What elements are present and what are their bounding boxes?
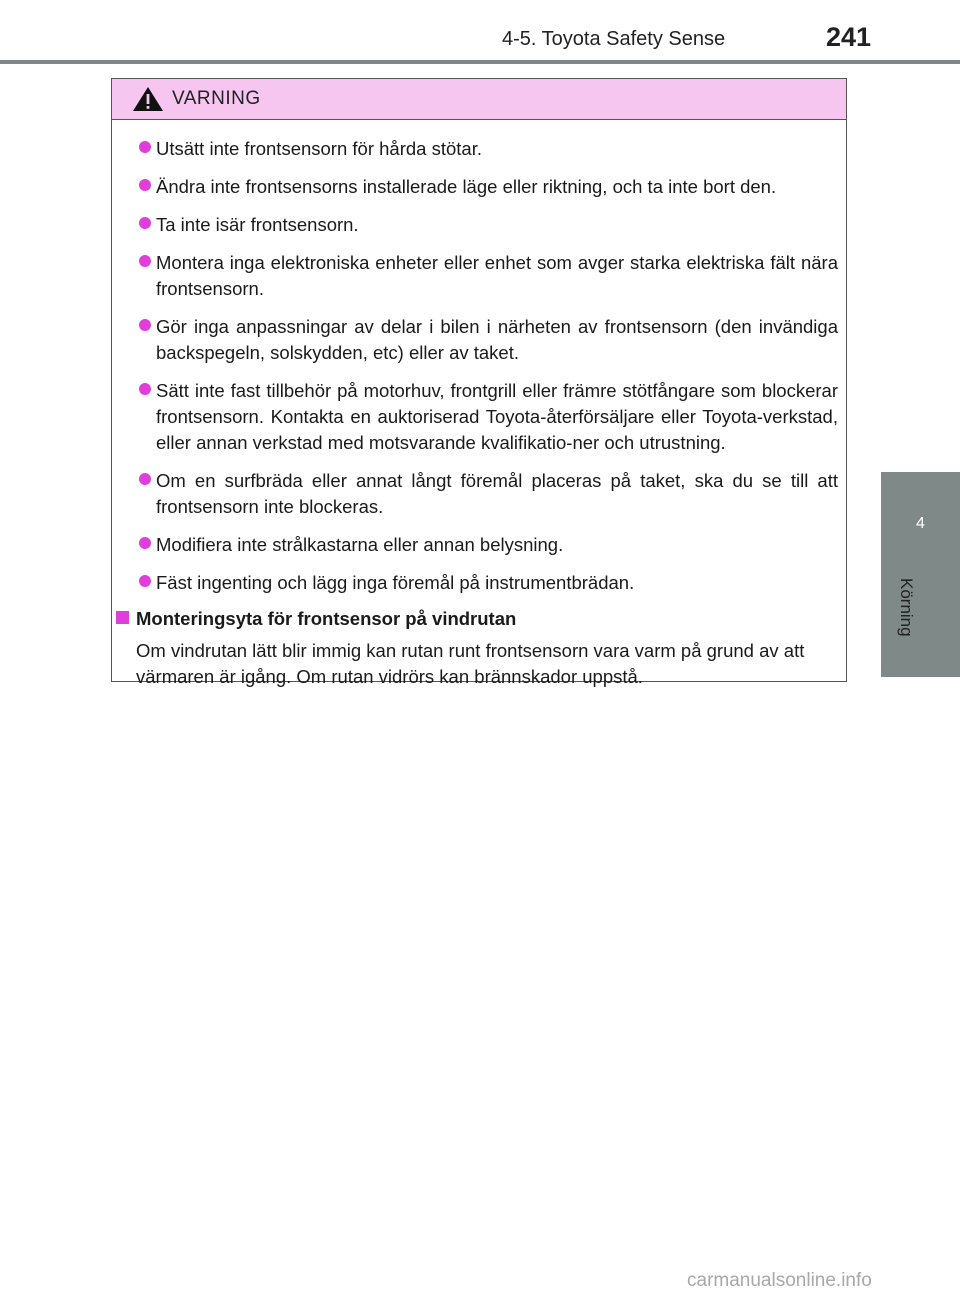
bullet-item	[112, 212, 838, 238]
section-paragraph: Om vindrutan lätt blir immig kan rutan runt frontsensorn vara varm på grund av att värmaren är igång. Om rutan vidrörs kan brännskador uppstå.	[136, 640, 805, 687]
warning-box	[111, 78, 847, 687]
bullet-text: Utsätt inte frontsensorn för hårda stötar.	[156, 138, 482, 159]
section-heading-text: Monteringsyta för frontsensor på vindrutan	[136, 608, 517, 629]
chapter-tab-label	[896, 578, 920, 658]
bullet-dot-icon	[139, 255, 151, 267]
section-title: 4-5. Toyota Safety Sense	[502, 28, 726, 50]
bullet-item	[112, 570, 838, 596]
bullet-item	[112, 532, 838, 558]
square-bullet-icon	[116, 611, 129, 624]
chapter-tab[interactable]	[881, 472, 960, 677]
bullet-dot-icon	[139, 537, 151, 549]
chapter-tab-number: 4	[916, 515, 925, 532]
bullet-text: Ändra inte frontsensorns installerade läge eller riktning, och ta inte bort den.	[156, 176, 777, 197]
bullet-item	[112, 468, 838, 520]
bullet-dot-icon	[139, 141, 151, 153]
watermark: carmanualsonline.info	[687, 1270, 872, 1291]
bullet-dot-icon	[139, 473, 151, 485]
chapter-tab-label-text: Körning	[897, 578, 916, 637]
bullet-dot-icon	[139, 217, 151, 229]
bullet-text: Fäst ingenting och lägg inga föremål på instrumentbrädan.	[156, 572, 635, 593]
warning-triangle-icon	[132, 86, 164, 112]
bullet-dot-icon	[139, 575, 151, 587]
bullet-item	[112, 314, 838, 366]
warning-title: VARNING	[172, 88, 261, 109]
bullet-item	[112, 378, 838, 456]
page-number: 241	[826, 22, 872, 52]
bullet-text: Montera inga elektroniska enheter eller enhet som avger starka elektriska fält nära frontsensorn.	[156, 252, 838, 299]
bullet-text: Om en surfbräda eller annat långt föremål placeras på taket, ska du se till att frontsensorn inte blockeras.	[156, 470, 838, 517]
bullet-text: Gör inga anpassningar av delar i bilen i närheten av frontsensorn (den invändiga backspegeln, solskydden, etc) eller av taket.	[156, 316, 838, 363]
bullet-dot-icon	[139, 179, 151, 191]
warning-header	[112, 79, 846, 120]
bullet-text: Modifiera inte strålkastarna eller annan belysning.	[156, 534, 564, 555]
bullet-text: Ta inte isär frontsensorn.	[156, 214, 359, 235]
section-heading	[112, 606, 838, 632]
bullet-text: Sätt inte fast tillbehör på motorhuv, frontgrill eller främre stötfångare som blockerar frontsensorn. Kontakta en auktoriserad Toyota-återförsäljare eller Toyota-verkstad, eller annan verkstad med motsvarande kvalifikatio-ner och utrustning.	[156, 380, 838, 453]
bullet-dot-icon	[139, 383, 151, 395]
bullet-dot-icon	[139, 319, 151, 331]
bullet-item	[112, 250, 838, 302]
warning-body	[112, 120, 846, 690]
header-divider	[0, 60, 960, 64]
bullet-item	[112, 136, 838, 162]
bullet-item	[112, 174, 838, 200]
